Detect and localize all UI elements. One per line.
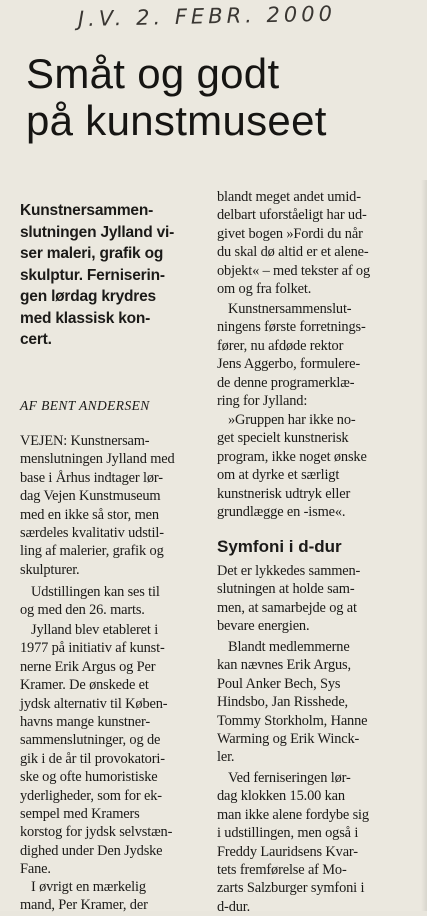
text-line: Warming og Erik Winck- xyxy=(217,731,360,748)
headline-line-1: Småt og godt xyxy=(26,50,280,97)
text-line: særdeles kvalitativ udstil- xyxy=(20,525,164,542)
text-line: med klassisk kon- xyxy=(20,309,151,327)
text-line: 1977 på initiativ af kunst- xyxy=(20,640,165,657)
text-line: d-dur. xyxy=(217,898,251,915)
right-paragraph-4 xyxy=(217,562,414,636)
left-paragraph-3 xyxy=(20,621,205,879)
right-paragraph-3 xyxy=(217,411,414,521)
text-line: du skal dø altid er et alene- xyxy=(217,244,369,261)
text-line: blandt meget andet umid- xyxy=(217,189,361,205)
text-line: korstog for jydsk selvstæn- xyxy=(20,824,173,841)
text-line: og med den 26. marts. xyxy=(20,602,145,619)
text-line: grundlægge en -isme«. xyxy=(217,504,346,521)
text-line: sempel med Kramers xyxy=(20,806,140,823)
text-line: nerne Erik Argus og Per xyxy=(20,658,156,675)
text-line: ske og ofte humoristiske xyxy=(20,769,158,786)
right-paragraph-5 xyxy=(217,638,414,767)
right-paragraph-6 xyxy=(217,769,414,916)
headline xyxy=(26,50,416,144)
text-line: Freddy Lauridsens Kvar- xyxy=(217,843,358,860)
handwritten-date: J.V. 2. FEBR. 2000 xyxy=(77,1,337,32)
text-line: Fane. xyxy=(20,861,51,878)
text-line: de denne programerklæ- xyxy=(217,374,355,391)
text-line: Jylland blev etableret i xyxy=(31,622,159,638)
text-line: Kunstnersammenslut- xyxy=(228,301,352,317)
text-line: jydsk alternativ til Køben- xyxy=(20,695,168,712)
text-line: program, ikke noget ønske xyxy=(217,448,367,465)
text-line: skulpturer. xyxy=(20,561,80,578)
text-line: Poul Anker Bech, Sys xyxy=(217,675,341,692)
text-line: Ved ferniseringen lør- xyxy=(228,770,351,786)
text-line: Kramer. De ønskede et xyxy=(20,677,149,694)
text-line: kan nævnes Erik Argus, xyxy=(217,657,351,674)
byline: AF BENT ANDERSEN xyxy=(20,398,150,413)
text-line: gen lørdag krydres xyxy=(20,288,156,305)
text-line: delbart uforståeligt har ud- xyxy=(217,207,367,224)
text-line: fører, nu afdøde rektor xyxy=(217,337,344,354)
text-line: yderligheder, som for ek- xyxy=(20,787,162,804)
text-line: Blandt medlemmerne xyxy=(228,639,350,655)
text-line: menslutningen Jylland med xyxy=(20,451,175,468)
text-line: om at dyrke et særligt xyxy=(217,467,340,484)
text-line: dag klokken 15.00 kan xyxy=(217,788,345,805)
right-paragraph-1 xyxy=(217,188,414,298)
text-line: slutningen at holde sam- xyxy=(217,581,355,598)
text-line: havns mange kunstner- xyxy=(20,714,151,731)
text-line: dag Vejen Kunstmuseum xyxy=(20,488,161,505)
text-line: om og fra folket. xyxy=(217,281,312,298)
text-line: Hindsbo, Jan Risshede, xyxy=(217,694,349,711)
headline-line-2: på kunstmuseet xyxy=(26,97,327,144)
left-paragraph-4 xyxy=(20,878,205,915)
text-line: sammenslutninger, og de xyxy=(20,732,161,749)
text-line: VEJEN: Kunstnersam- xyxy=(20,433,150,449)
text-line: ser maleri, grafik og xyxy=(20,245,164,262)
text-line: ling af malerier, grafik og xyxy=(20,543,164,560)
text-line: Udstillingen kan ses til xyxy=(31,584,160,600)
left-paragraph-1 xyxy=(20,432,205,579)
text-line: Kunstnersammen- xyxy=(20,202,154,219)
left-paragraph-2 xyxy=(20,583,205,620)
text-line: cert. xyxy=(20,331,52,348)
text-line: i udstillingen, men også i xyxy=(217,825,359,842)
paper-edge-shadow xyxy=(421,180,427,911)
text-line: I øvrigt en mærkelig xyxy=(31,879,146,895)
text-line: zarts Salzburger symfoni i xyxy=(217,880,365,897)
text-line: kunstnerisk udtryk eller xyxy=(217,485,351,502)
right-paragraph-2 xyxy=(217,300,414,410)
text-line: dighed under Den Jydske xyxy=(20,842,163,859)
text-line: givet bogen »Fordi du når xyxy=(217,225,363,242)
text-line: ler. xyxy=(217,749,235,766)
text-line: tets fremførelse af Mo- xyxy=(217,862,347,879)
text-line: ningens første forretnings- xyxy=(217,319,366,336)
text-line: skulptur. Ferniserin- xyxy=(20,266,165,284)
subheading: Symfoni i d-dur xyxy=(217,537,342,556)
text-line: objekt« – med tekster af og xyxy=(217,262,371,279)
text-line: base i Århus indtager lør- xyxy=(20,469,163,486)
text-line: mand, Per Kramer, der xyxy=(20,897,148,914)
text-line: gik i de år til provokatori- xyxy=(20,750,165,767)
text-line: ring for Jylland: xyxy=(217,393,308,410)
text-line: Jens Aggerbo, formulere- xyxy=(217,356,361,373)
text-line: men, at samarbejde og at xyxy=(217,599,357,616)
text-line: med en ikke så stor, men xyxy=(20,506,159,523)
text-line: Det er lykkedes sammen- xyxy=(217,563,361,579)
text-line: »Gruppen har ikke no- xyxy=(228,412,356,428)
text-line: Tommy Storkholm, Hanne xyxy=(217,712,368,729)
lead-paragraph xyxy=(20,200,200,351)
text-line: bevare energien. xyxy=(217,618,310,635)
text-line: man ikke alene fordybe sig xyxy=(217,806,369,823)
text-line: get specielt kunstnerisk xyxy=(217,430,349,447)
text-line: slutningen Jylland vi- xyxy=(20,223,175,241)
